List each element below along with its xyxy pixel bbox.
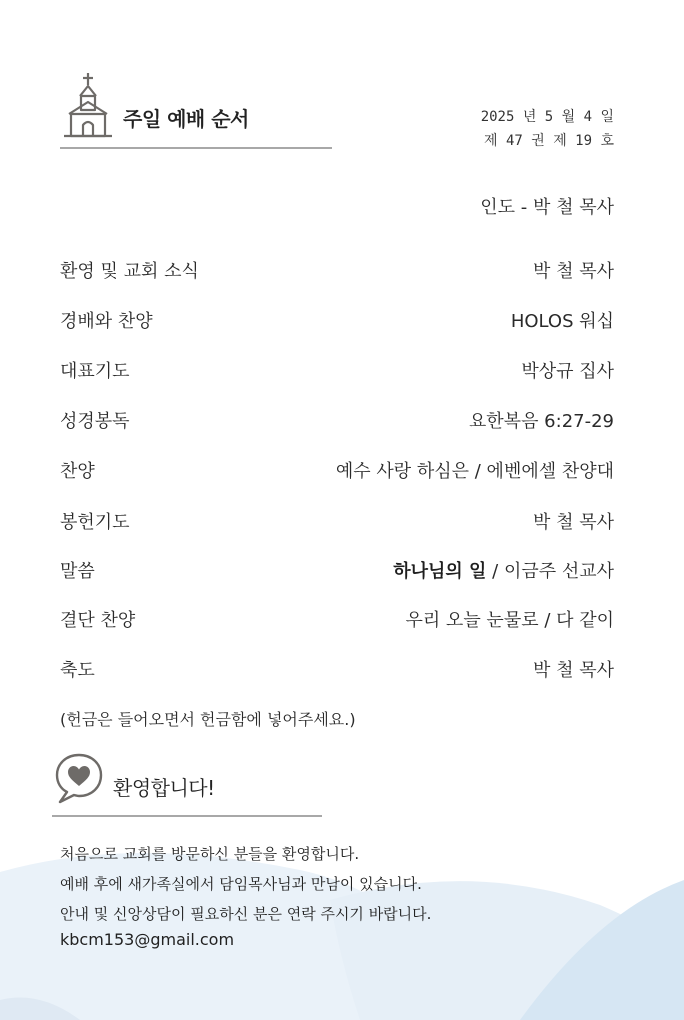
welcome-line: 예배 후에 새가족실에서 담임목사님과 만남이 있습니다. — [60, 875, 422, 893]
order-item-choir — [60, 457, 614, 485]
offering-note: (헌금은 들어오면서 헌금함에 넣어주세요.) — [60, 710, 356, 729]
order-item-welcome — [60, 257, 614, 285]
order-item-value: HOLOS 워십 — [510, 311, 614, 332]
order-item-benediction — [60, 656, 614, 684]
order-item-label: 결단 찬양 — [60, 610, 136, 631]
order-item-label: 환영 및 교회 소식 — [60, 261, 199, 282]
church-icon — [62, 72, 114, 138]
order-item-sermon — [60, 557, 614, 585]
order-item-response-song — [60, 606, 614, 634]
sermon-speaker: / 이금주 선교사 — [486, 561, 614, 582]
order-item-label: 경배와 찬양 — [60, 311, 153, 332]
order-item-value: 요한복음 6:27-29 — [468, 411, 614, 432]
order-item-label: 대표기도 — [60, 361, 130, 382]
contact-email: kbcm153@gmail.com — [60, 930, 235, 949]
order-item-label: 축도 — [60, 660, 95, 681]
welcome-title: 환영합니다! — [113, 776, 215, 800]
service-date: 2025 년 5 월 4 일 — [480, 109, 614, 125]
order-item-offering-prayer — [60, 508, 614, 536]
order-item-value: 우리 오늘 눈물로 / 다 같이 — [405, 610, 614, 631]
order-item-label: 말씀 — [60, 561, 95, 582]
sermon-title: 하나님의 일 — [393, 561, 487, 582]
order-item-label: 성경봉독 — [60, 411, 130, 432]
order-item-label: 봉헌기도 — [60, 512, 130, 533]
order-item-value: 박 철 목사 — [533, 660, 614, 681]
order-item-value: 예수 사랑 하심은 / 에벤에셀 찬양대 — [335, 461, 614, 482]
order-item-worship — [60, 307, 614, 335]
order-item-prayer — [60, 357, 614, 385]
order-item-scripture — [60, 407, 614, 435]
header-divider — [60, 147, 332, 149]
order-item-value: 박상규 집사 — [521, 361, 614, 382]
page-title: 주일 예배 순서 — [123, 107, 249, 131]
order-item-value — [393, 557, 614, 583]
issue-number: 제 47 권 제 19 호 — [484, 133, 614, 149]
welcome-line: 처음으로 교회를 방문하신 분들을 환영합니다. — [60, 845, 360, 863]
order-item-label: 찬양 — [60, 461, 95, 482]
order-item-value: 박 철 목사 — [533, 512, 614, 533]
welcome-divider — [52, 815, 322, 817]
service-leader: 인도 - 박 철 목사 — [480, 197, 614, 218]
order-item-value: 박 철 목사 — [533, 261, 614, 282]
heart-speech-bubble-icon — [54, 752, 104, 804]
welcome-line: 안내 및 신앙상담이 필요하신 분은 연락 주시기 바랍니다. — [60, 905, 432, 923]
